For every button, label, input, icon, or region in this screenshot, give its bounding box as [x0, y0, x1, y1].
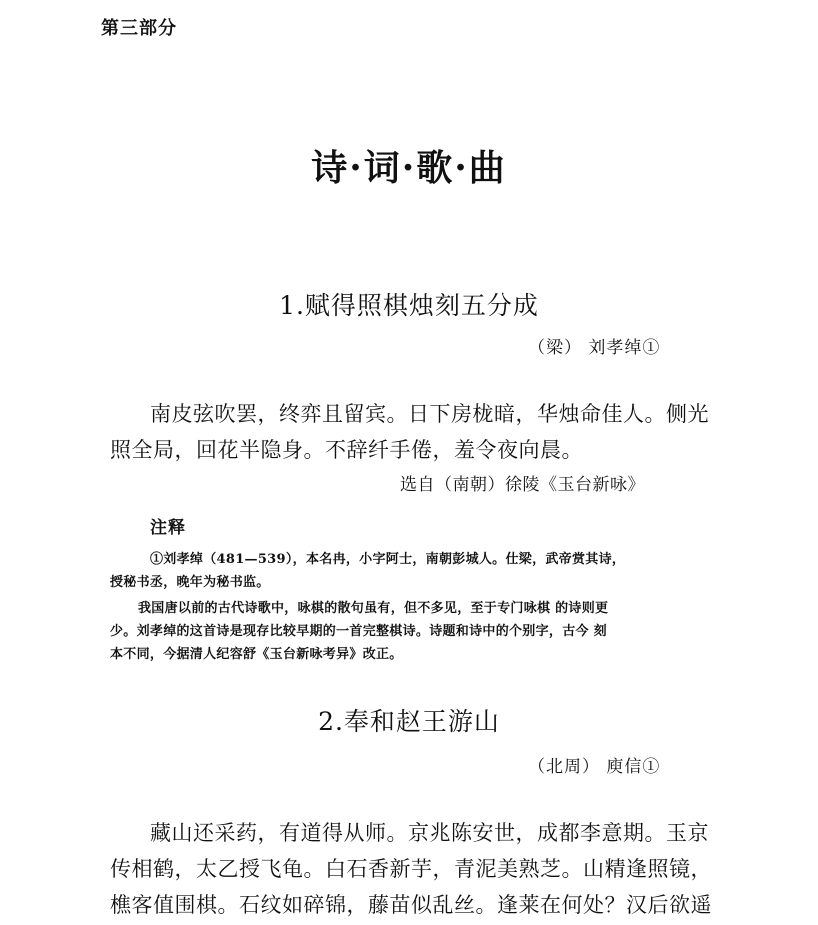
poem-1-line: 南皮弦吹罢，终弈且留宾。日下房栊暗，华烛命佳人。侧光 — [150, 402, 709, 426]
poem-1-line: 照全局，回花半隐身。不辞纤手倦，羞令夜向晨。 — [110, 438, 583, 462]
poem-2-line: 樵客值围棋。石纹如碎锦，藤苗似乱丝。逢莱在何处？汉后欲遥 — [110, 893, 712, 917]
note-1-line: 授秘书丞，晚年为秘书监。 — [110, 575, 270, 590]
note-2-line: 我国唐以前的古代诗歌中，咏棋的散句虽有，但不多见，至于专门咏棋 的诗则更 — [138, 601, 609, 616]
note-2-line: 少。刘孝绰的这首诗是现存比较早期的一首完整棋诗。诗题和诗中的个别字，古今 刻 — [110, 624, 607, 639]
section-title: 诗·词·歌·曲 — [311, 147, 507, 189]
poem-1-title: 1.赋得照棋烛刻五分成 — [279, 291, 539, 320]
notes-heading: 注释 — [150, 518, 186, 538]
poem-2-title: 2.奉和赵王游山 — [318, 707, 500, 736]
poem-2-author: （北周） 庾信① — [528, 757, 661, 777]
part-label: 第三部分 — [101, 18, 177, 39]
poem-1-source: 选自（南朝）徐陵《玉台新咏》 — [400, 475, 645, 495]
poem-2-line: 传相鹤，太乙授飞龟。白石香新芋，青泥美熟芝。山精逢照镜， — [110, 857, 712, 881]
note-2-line: 本不同，今据清人纪容舒《玉台新咏考异》改正。 — [110, 647, 403, 662]
poem-1-author: （梁） 刘孝绰① — [528, 338, 661, 358]
note-1-line: ①刘孝绰（481—539），本名冉，小字阿士，南朝彭城人。仕梁，武帝赏其诗， — [150, 552, 626, 567]
poem-2-line: 藏山还采药，有道得从师。京兆陈安世，成都李意期。玉京 — [150, 821, 709, 845]
